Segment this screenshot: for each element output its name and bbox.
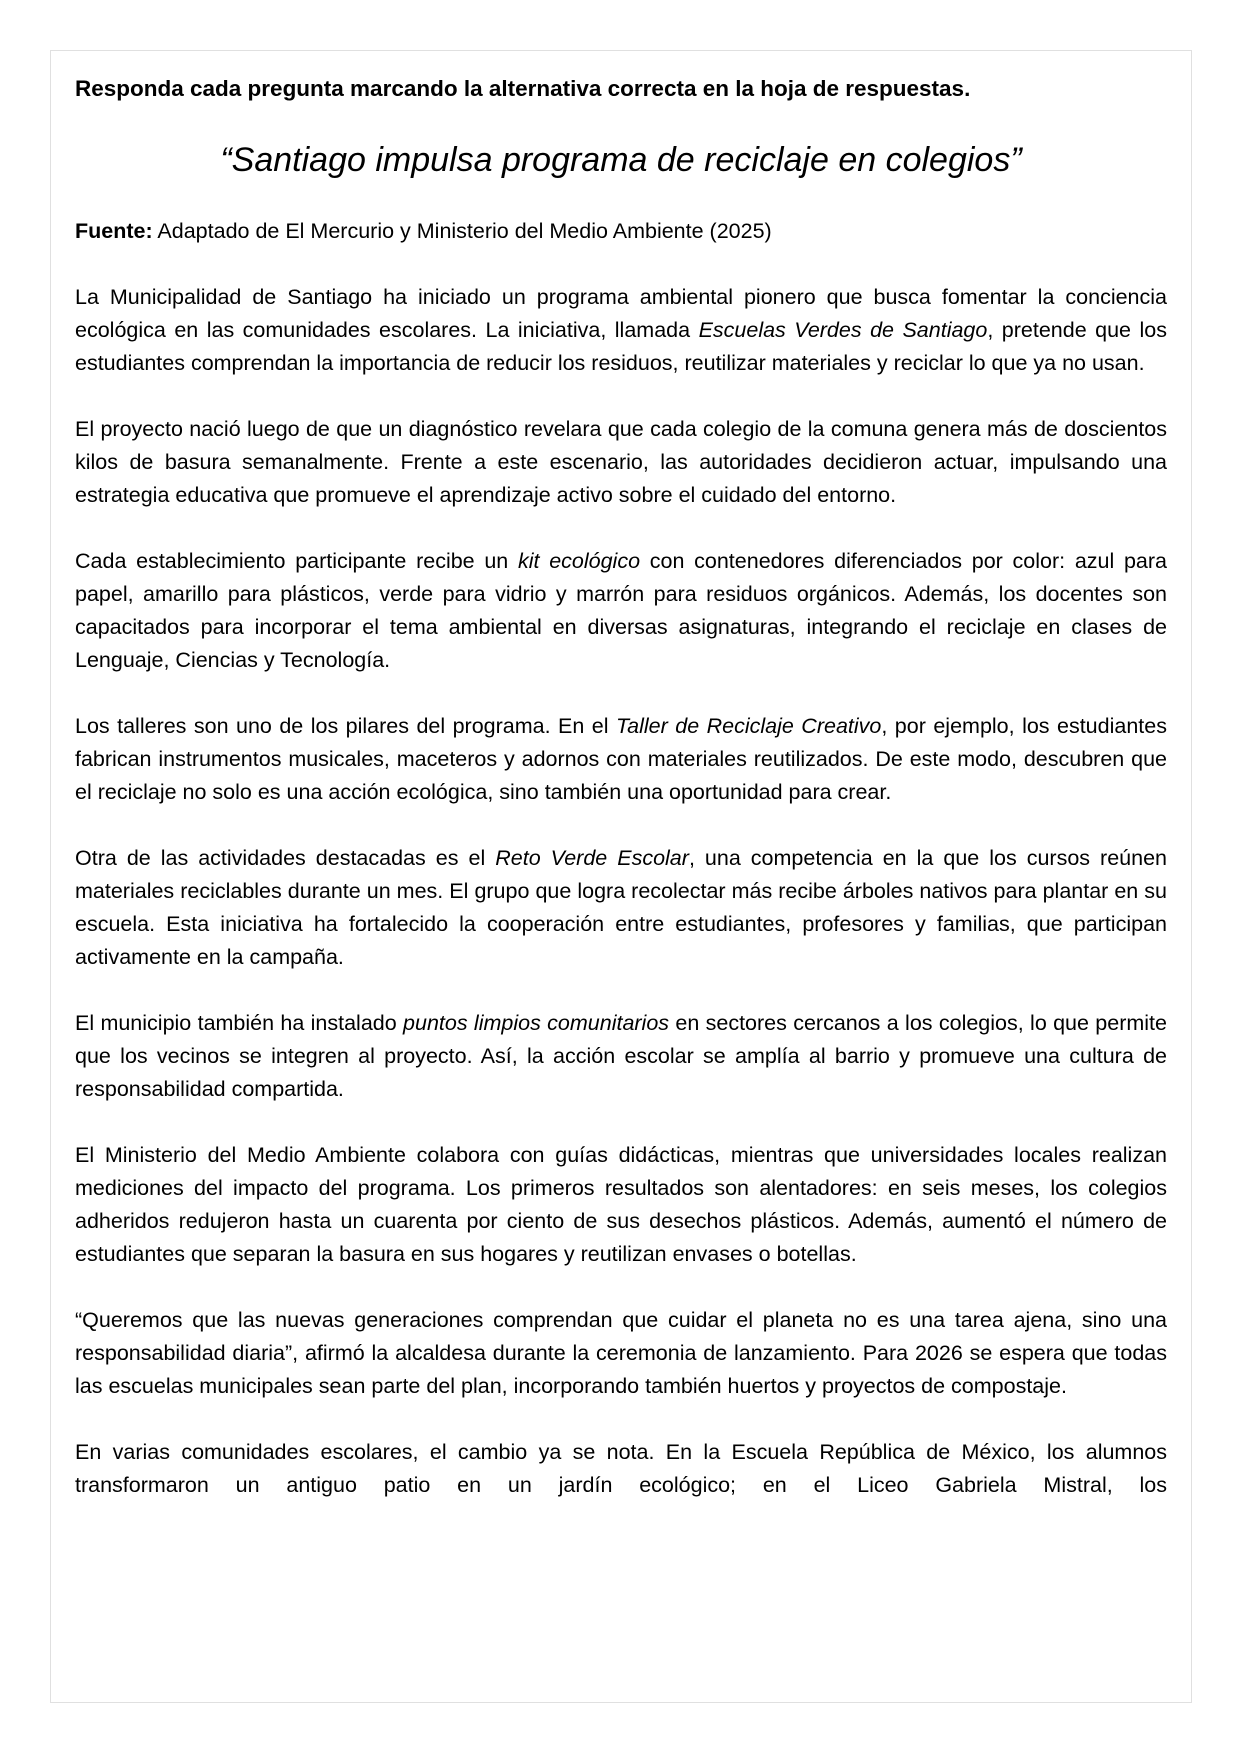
paragraph-text-segment: El municipio también ha instalado [75, 1011, 404, 1035]
paragraph [75, 710, 1167, 809]
article-body [75, 281, 1167, 1502]
paragraph-italic-segment: kit ecológico [517, 549, 641, 573]
paragraph-text-segment: , por ejemplo, los estudiantes fabrican instrumentos musicales, maceteros y adornos con materiales reutilizados. De este modo, descubren que el reciclaje no solo es una acción ecológica, sino también una oportunidad para crear. [75, 714, 1167, 804]
paragraph [75, 281, 1167, 380]
paragraph [75, 1436, 1167, 1502]
paragraph [75, 842, 1167, 974]
article-title: “Santiago impulsa programa de reciclaje en colegios” [220, 141, 1022, 179]
instruction-line: Responda cada pregunta marcando la alternativa correcta en la hoja de respuestas. [75, 76, 971, 101]
document-page [50, 50, 1192, 1703]
paragraph-text-segment: Otra de las actividades destacadas es el [75, 846, 496, 870]
paragraph-text-segment: El Ministerio del Medio Ambiente colabora con guías didácticas, mientras que universidades locales realizan mediciones del impacto del programa. Los primeros resultados son alentadores: en seis meses, los colegios adheridos redujeron hasta un cuarenta por ciento de sus desechos plásticos. Además, aumentó el número de estudiantes que separan la basura en sus hogares y reutilizan envases o botellas. [75, 1143, 1167, 1266]
paragraph-text-segment: Los talleres son uno de los pilares del programa. En el [75, 714, 616, 738]
paragraph [75, 1304, 1167, 1403]
paragraph-text-segment: En varias comunidades escolares, el cambio ya se nota. En la Escuela República de México, los alumnos transformaron un antiguo patio en un jardín ecológico; en el Liceo Gabriela Mistral, los [75, 1440, 1167, 1497]
paragraph [75, 545, 1167, 677]
paragraph [75, 1007, 1167, 1106]
paragraph-text-segment: , pretende que los estudiantes comprendan la importancia de reducir los residuos, reutilizar materiales y reciclar lo que ya no usan. [75, 318, 1167, 375]
paragraph-text-segment: La Municipalidad de Santiago ha iniciado un programa ambiental pionero que busca fomentar la conciencia ecológica en las comunidades escolares. La iniciativa, llamada [75, 285, 1167, 342]
paragraph-text-segment: , una competencia en la que los cursos reúnen materiales reciclables durante un mes. El grupo que logra recolectar más recibe árboles nativos para plantar en su escuela. Esta iniciativa ha fortalecido la cooperación entre estudiantes, profesores y familias, que participan activamente en la campaña. [75, 846, 1168, 969]
source-text: Adaptado de El Mercurio y Ministerio del Medio Ambiente (2025) [152, 219, 772, 243]
paragraph-text-segment: Cada establecimiento participante recibe un [75, 549, 518, 573]
paragraph [75, 413, 1167, 512]
paragraph-text-segment: en sectores cercanos a los colegios, lo que permite que los vecinos se integren al proyecto. Así, la acción escolar se amplía al barrio y promueve una cultura de responsabilidad compartida. [75, 1011, 1167, 1101]
paragraph [75, 1139, 1167, 1271]
paragraph-italic-segment: Escuelas Verdes de Santiago [698, 318, 988, 342]
source-line [75, 215, 1167, 248]
paragraph-text-segment: “Queremos que las nuevas generaciones comprendan que cuidar el planeta no es una tarea ajena, sino una responsabilidad diaria”, afirmó la alcaldesa durante la ceremonia de lanzamiento. Para 2026 se espera que todas las escuelas municipales sean parte del plan, incorporando también huertos y proyectos de compostaje. [75, 1308, 1167, 1398]
source-label: Fuente: [75, 219, 153, 243]
paragraph-italic-segment: Reto Verde Escolar [495, 846, 689, 870]
paragraph-text-segment: con contenedores diferenciados por color: azul para papel, amarillo para plásticos, verde para vidrio y marrón para residuos orgánicos. Además, los docentes son capacitados para incorporar el tema ambiental en diversas asignaturas, integrando el reciclaje en clases de Lenguaje, Ciencias y Tecnología. [75, 549, 1167, 672]
paragraph-text-segment: El proyecto nació luego de que un diagnóstico revelara que cada colegio de la comuna genera más de doscientos kilos de basura semanalmente. Frente a este escenario, las autoridades decidieron actuar, impulsando una estrategia educativa que promueve el aprendizaje activo sobre el cuidado del entorno. [75, 417, 1167, 507]
paragraph-italic-segment: puntos limpios comunitarios [403, 1011, 670, 1035]
paragraph-italic-segment: Taller de Reciclaje Creativo [616, 714, 882, 738]
